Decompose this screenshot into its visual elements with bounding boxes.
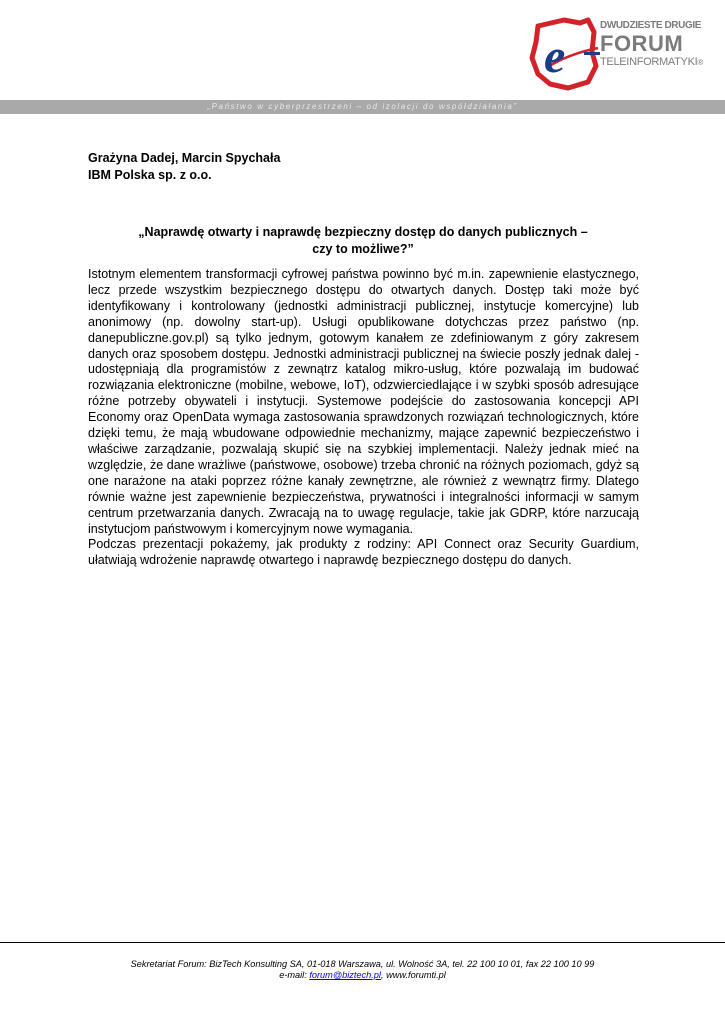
title-line2: czy to możliwe?” xyxy=(312,242,414,256)
forum-logo xyxy=(528,14,718,92)
email-link[interactable]: forum@biztech.pl xyxy=(309,970,381,980)
footer-separator: , xyxy=(380,970,387,980)
abstract-body xyxy=(88,267,639,569)
conference-banner xyxy=(0,100,725,114)
website-text: www.forumti.pl xyxy=(386,970,446,980)
author-names: Grażyna Dadej, Marcin Spychała xyxy=(88,151,281,165)
logo-line3-text: TELEINFORMATYKI xyxy=(600,56,698,68)
title-line1: „Naprawdę otwarty i naprawdę bezpieczny dostęp do danych publicznych – xyxy=(138,225,588,239)
abstract-paragraph-2: Podczas prezentacji pokażemy, jak produkty z rodziny: API Connect oraz Security Guardium, ułatwiają wdrożenie naprawdę otwartego i naprawdę bezpiecznego dostępu do danych. xyxy=(88,537,639,568)
paper-title xyxy=(88,224,638,258)
banner-text: „Państwo w cyberprzestrzeni – od izolacji do współdziałania” xyxy=(207,102,518,111)
footer-contact xyxy=(0,970,725,981)
footer-address: Sekretariat Forum: BizTech Konsulting SA, 01-018 Warszawa, ul. Wolność 3A, tel. 22 100 10 01, fax 22 100 10 99 xyxy=(130,959,595,969)
authors-block xyxy=(88,150,280,184)
logo-line2: FORUM xyxy=(600,31,684,56)
email-prefix: e-mail: xyxy=(279,970,310,980)
footer-divider xyxy=(0,942,725,943)
footer xyxy=(0,959,725,981)
author-company: IBM Polska sp. z o.o. xyxy=(88,168,212,182)
abstract-paragraph-1: Istotnym elementem transformacji cyfrowej państwa powinno być m.in. zapewnienie elastycznego, lecz przede wszystkim bezpiecznego dostępu do otwartych danych. Dostęp taki może być identyfikowany i kontrolowany (jednostki administracji publicznej, instytucje komercyjne) lub anonimowy (np. dowolny start-up). Usługi opublikowane dotychczas przez państwo (np. danepubliczne.gov.pl) są tylko jednym, gotowym kanałem ze zdefiniowanym z góry zakresem danych oraz sposobem dostępu. Jednostki administracji publicznej na świecie poszły jednak dalej - udostępniają dla programistów z zewnątrz katalog mikro-usług, które pozwalają im budować rozwiązania elektroniczne (mobilne, webowe, IoT), odzwierciedlające i w szybki sposób adresujące różne potrzeby obywateli i instytucji. Systemowe podejście do zastosowania koncepcji API Economy oraz OpenData wymaga zastosowania sprawdzonych rozwiązań technologicznych, które dzięki temu, że mają wbudowane odpowiednie mechanizmy, mające zapewnić bezpieczeństwo i właściwe zarządzanie, pozwalają skupić się na szybkiej implementacji. Należy jednak mieć na względzie, że dane wrażliwe (państwowe, osobowe) trzeba chronić na różnych poziomach, gdyż są one narażone na ataki poprzez różne kanały zewnętrzne, ale również z wewnątrz firmy. Dlatego równie ważne jest zapewnienie bezpieczeństwa, prywatności i integralności informacji w samym centrum przetwarzania danych. Zwracają na to uwagę regulacje, takie jak GDRP, które narzucają instytucjom państwowym i komercyjnym nowe wymagania. xyxy=(88,267,639,536)
logo-line1: DWUDZIESTE DRUGIE xyxy=(600,20,701,31)
logo-glyph: e xyxy=(544,30,566,83)
registered-mark: ® xyxy=(697,58,703,67)
logo-line3 xyxy=(600,56,703,68)
